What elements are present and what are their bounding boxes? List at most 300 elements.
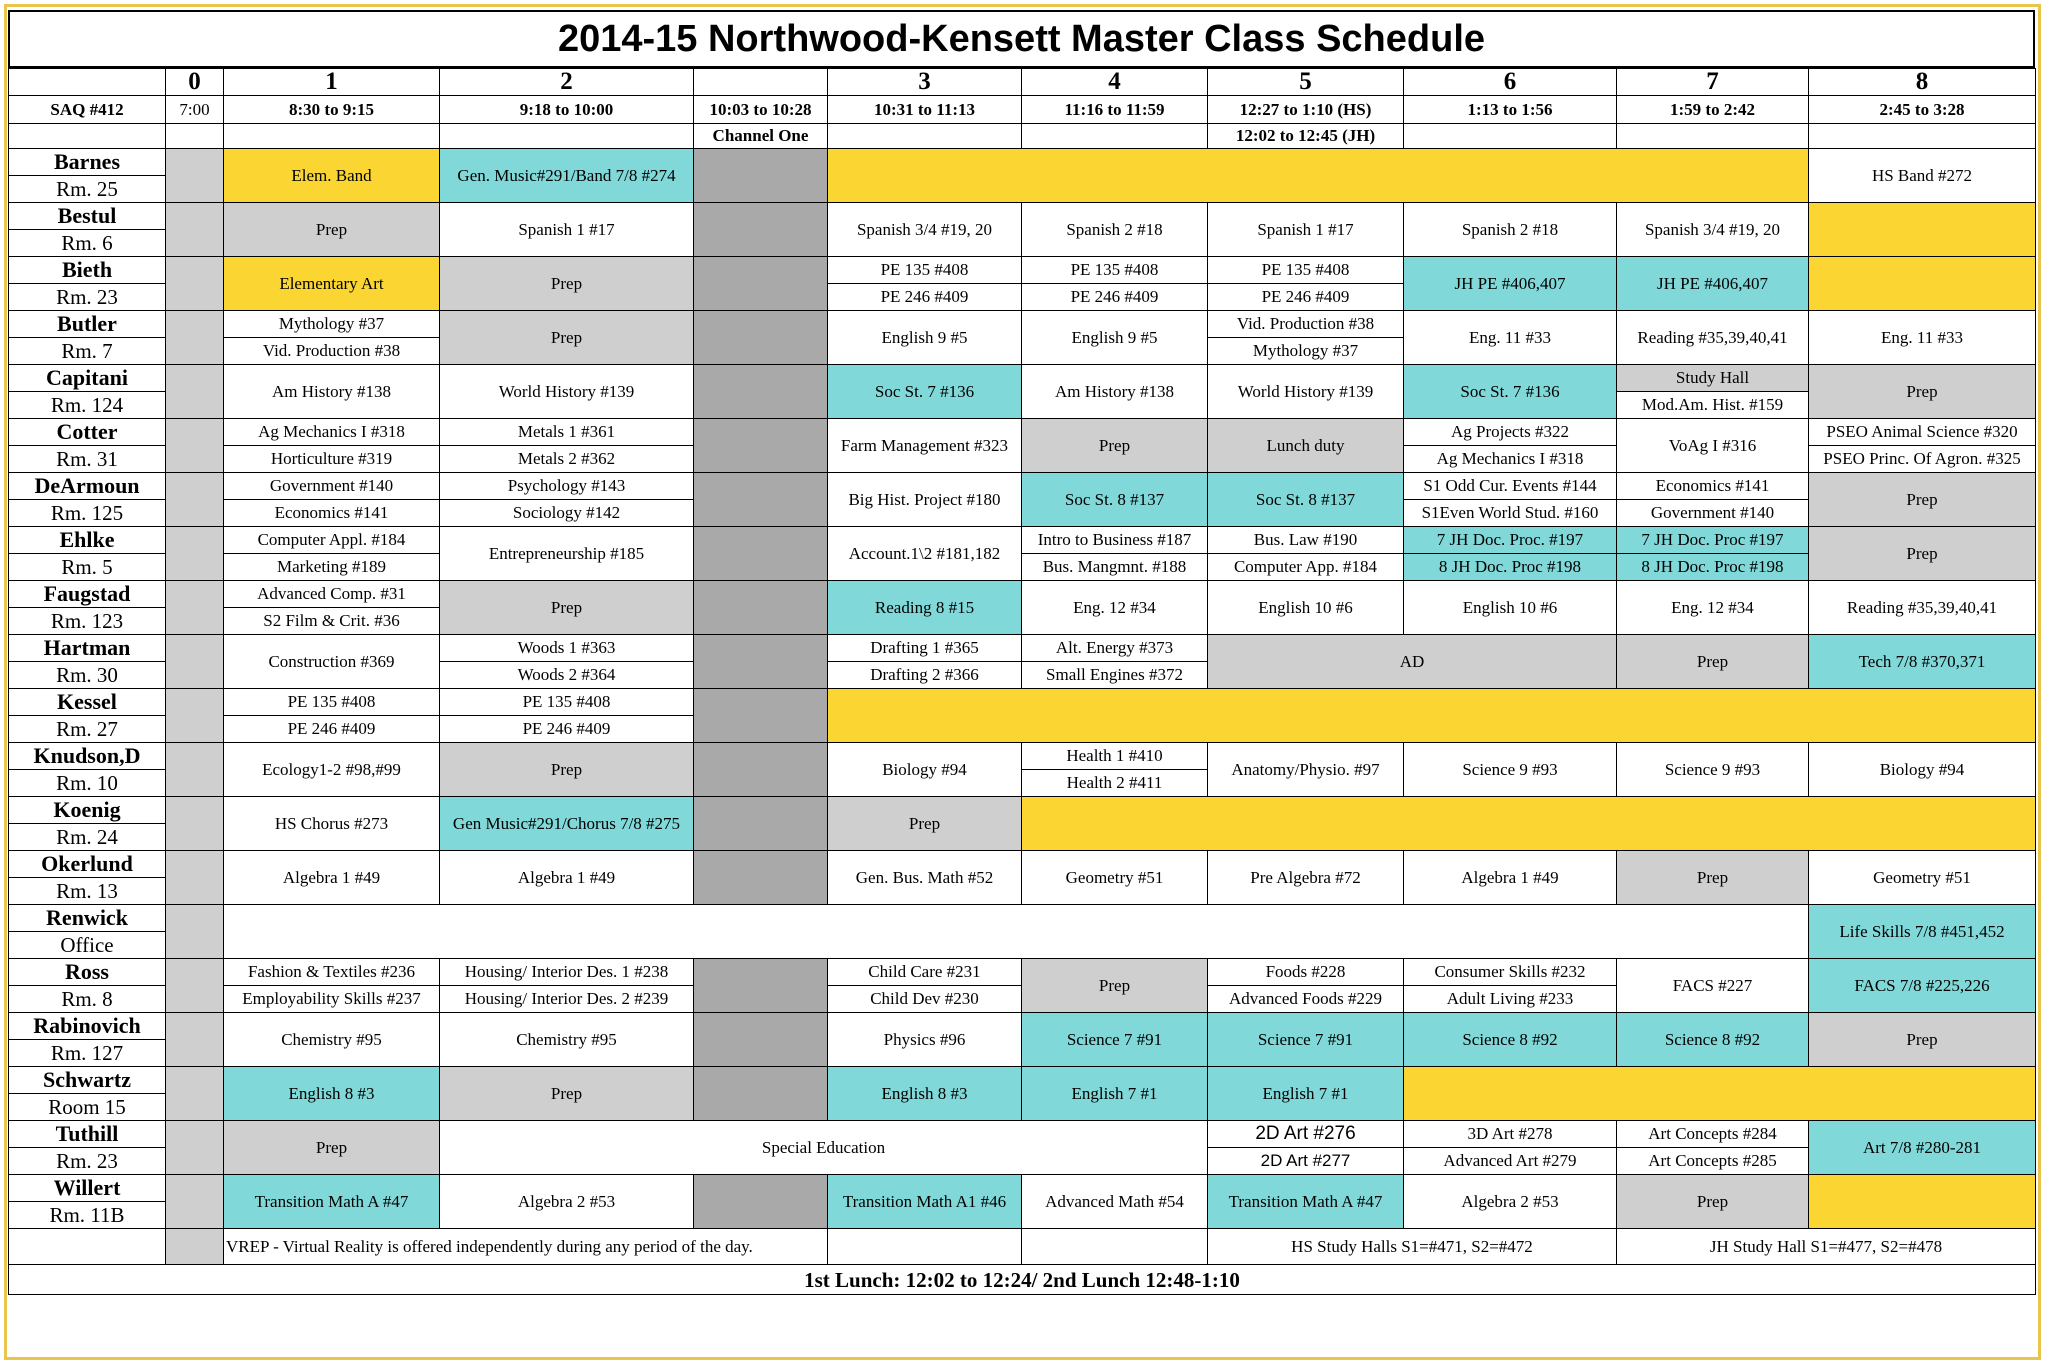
class-cell: 2D Art #277: [1208, 1148, 1404, 1175]
teacher-room: Rm. 23: [9, 284, 166, 311]
class-cell: Woods 1 #363: [440, 635, 694, 662]
class-cell: JH PE #406,407: [1617, 257, 1809, 311]
class-cell: Health 1 #410: [1022, 743, 1208, 770]
class-cell: Chemistry #95: [440, 1013, 694, 1067]
class-cell: English 7 #1: [1208, 1067, 1404, 1121]
teacher-name: Rabinovich: [9, 1013, 166, 1040]
class-cell: Transition Math A1 #46: [828, 1175, 1022, 1229]
teacher-room: Rm. 24: [9, 824, 166, 851]
class-cell: Eng. 11 #33: [1809, 311, 2036, 365]
teacher-room: Rm. 31: [9, 446, 166, 473]
jh-study-hall: JH Study Hall S1=#477, S2=#478: [1617, 1229, 2036, 1265]
period-0-cell: [166, 149, 224, 203]
class-cell: Science 8 #92: [1404, 1013, 1617, 1067]
teacher-room: Rm. 13: [9, 878, 166, 905]
class-cell: Special Education: [440, 1121, 1208, 1175]
class-cell: Chemistry #95: [224, 1013, 440, 1067]
teacher-room: Rm. 7: [9, 338, 166, 365]
class-cell: Prep: [224, 1121, 440, 1175]
class-cell: PE 135 #408: [224, 689, 440, 716]
period-0-cell: [166, 1175, 224, 1229]
class-cell: Art 7/8 #280-281: [1809, 1121, 2036, 1175]
period-0-cell: [166, 1013, 224, 1067]
header-blank: [9, 69, 166, 96]
class-cell: Account.1\2 #181,182: [828, 527, 1022, 581]
class-cell: Housing/ Interior Des. 1 #238: [440, 959, 694, 986]
empty-cell: [1809, 203, 2036, 257]
teacher-name: Cotter: [9, 419, 166, 446]
teacher-row-cotter: [9, 419, 2036, 446]
time-p0: 7:00: [166, 96, 224, 124]
teacher-room: Room 15: [9, 1094, 166, 1121]
class-cell: PSEO Animal Science #320: [1809, 419, 2036, 446]
class-cell: Am History #138: [224, 365, 440, 419]
channel-one-cell: [694, 473, 828, 527]
teacher-room: Rm. 127: [9, 1040, 166, 1067]
class-cell: Gen. Bus. Math #52: [828, 851, 1022, 905]
class-cell: HS Chorus #273: [224, 797, 440, 851]
class-cell: Construction #369: [224, 635, 440, 689]
teacher-room: Office: [9, 932, 166, 959]
class-cell: S2 Film & Crit. #36: [224, 608, 440, 635]
class-cell: Anatomy/Physio. #97: [1208, 743, 1404, 797]
period-0-cell: [166, 743, 224, 797]
class-cell: Study Hall: [1617, 365, 1809, 392]
teacher-name: Faugstad: [9, 581, 166, 608]
teacher-room: Rm. 10: [9, 770, 166, 797]
class-cell: Economics #141: [1617, 473, 1809, 500]
page-title: 2014-15 Northwood-Kensett Master Class Schedule: [8, 10, 2035, 68]
period-0-cell: [166, 905, 224, 959]
class-cell: Prep: [440, 311, 694, 365]
channel-one-cell: [694, 635, 828, 689]
class-cell: Fashion & Textiles #236: [224, 959, 440, 986]
teacher-row-dearmoun: [9, 473, 2036, 500]
teacher-row-rabinovich: [9, 1013, 2036, 1040]
class-cell: Biology #94: [828, 743, 1022, 797]
class-cell: Computer Appl. #184: [224, 527, 440, 554]
class-cell: Life Skills 7/8 #451,452: [1809, 905, 2036, 959]
class-cell: Transition Math A #47: [224, 1175, 440, 1229]
teacher-room: Rm. 25: [9, 176, 166, 203]
channel-one-cell: [694, 1175, 828, 1229]
teacher-name: Ehlke: [9, 527, 166, 554]
class-cell: Bus. Mangmnt. #188: [1022, 554, 1208, 581]
teacher-name: Willert: [9, 1175, 166, 1202]
class-cell: Spanish 1 #17: [440, 203, 694, 257]
class-cell: Economics #141: [224, 500, 440, 527]
class-cell: Sociology #142: [440, 500, 694, 527]
period-0-header: 0: [166, 69, 224, 96]
class-cell: Alt. Energy #373: [1022, 635, 1208, 662]
class-cell: Drafting 2 #366: [828, 662, 1022, 689]
class-cell: Geometry #51: [1022, 851, 1208, 905]
class-cell: PE 135 #408: [828, 257, 1022, 284]
time-p2: 9:18 to 10:00: [440, 96, 694, 124]
class-cell: FACS #227: [1617, 959, 1809, 1013]
class-cell: Soc St. 7 #136: [828, 365, 1022, 419]
class-cell: Prep: [440, 257, 694, 311]
period-0-cell: [166, 203, 224, 257]
class-cell: PE 246 #409: [440, 716, 694, 743]
teacher-row-okerlund: [9, 851, 2036, 878]
time-p7: 1:59 to 2:42: [1617, 96, 1809, 124]
time-p5: 12:27 to 1:10 (HS): [1208, 96, 1404, 124]
class-cell: Entrepreneurship #185: [440, 527, 694, 581]
class-cell: Metals 1 #361: [440, 419, 694, 446]
class-cell: Vid. Production #38: [224, 338, 440, 365]
period-0-cell: [166, 1121, 224, 1175]
class-cell: Soc St. 8 #137: [1208, 473, 1404, 527]
class-cell: Science 8 #92: [1617, 1013, 1809, 1067]
class-cell: Gen Music#291/Chorus 7/8 #275: [440, 797, 694, 851]
saq-label: SAQ #412: [9, 96, 166, 124]
teacher-row-bestul: [9, 203, 2036, 230]
class-cell: Soc St. 7 #136: [1404, 365, 1617, 419]
class-cell: Drafting 1 #365: [828, 635, 1022, 662]
teacher-name: Knudson,D: [9, 743, 166, 770]
class-cell: Biology #94: [1809, 743, 2036, 797]
class-cell: Government #140: [224, 473, 440, 500]
teacher-name: Okerlund: [9, 851, 166, 878]
period-3-header: 3: [828, 69, 1022, 96]
lunch-row: [9, 1265, 2036, 1295]
class-cell: Psychology #143: [440, 473, 694, 500]
teacher-row-schwartz: [9, 1067, 2036, 1094]
teacher-row-hartman: [9, 635, 2036, 662]
class-cell: Spanish 3/4 #19, 20: [828, 203, 1022, 257]
class-cell: Vid. Production #38: [1208, 311, 1404, 338]
class-cell: Algebra 2 #53: [1404, 1175, 1617, 1229]
class-cell: Science 9 #93: [1404, 743, 1617, 797]
class-cell: Government #140: [1617, 500, 1809, 527]
empty-cell: [1809, 257, 2036, 311]
schedule-table: [8, 68, 2036, 1295]
class-cell: Reading 8 #15: [828, 581, 1022, 635]
class-cell: Soc St. 8 #137: [1022, 473, 1208, 527]
teacher-row-renwick: [9, 905, 2036, 932]
class-cell: English 9 #5: [828, 311, 1022, 365]
channel-one-cell: [694, 959, 828, 1013]
class-cell: English 8 #3: [224, 1067, 440, 1121]
teacher-room: Rm. 123: [9, 608, 166, 635]
empty-cell: [1022, 797, 2036, 851]
class-cell: Prep: [440, 581, 694, 635]
class-cell: Prep: [1022, 419, 1208, 473]
class-cell: Ecology1-2 #98,#99: [224, 743, 440, 797]
class-cell: 2D Art #276: [1208, 1121, 1404, 1148]
period-time-row: [9, 96, 2036, 124]
channel-one-cell: [694, 689, 828, 743]
teacher-name: Bieth: [9, 257, 166, 284]
empty-cell: [828, 689, 2036, 743]
teacher-name: Butler: [9, 311, 166, 338]
teacher-name: Koenig: [9, 797, 166, 824]
class-cell: Advanced Foods #229: [1208, 986, 1404, 1013]
class-cell: Transition Math A #47: [1208, 1175, 1404, 1229]
time-channel: 10:03 to 10:28: [694, 96, 828, 124]
class-cell: Child Care #231: [828, 959, 1022, 986]
period-sub-row: [9, 124, 2036, 149]
channel-one-cell: [694, 581, 828, 635]
class-cell: Small Engines #372: [1022, 662, 1208, 689]
class-cell: Prep: [224, 203, 440, 257]
class-cell: English 7 #1: [1022, 1067, 1208, 1121]
time-p4: 11:16 to 11:59: [1022, 96, 1208, 124]
class-cell: Prep: [1617, 1175, 1809, 1229]
empty-cell: [1809, 1175, 2036, 1229]
class-cell: AD: [1208, 635, 1617, 689]
teacher-room: Rm. 5: [9, 554, 166, 581]
period-number-row: [9, 69, 2036, 96]
class-cell: Advanced Math #54: [1022, 1175, 1208, 1229]
class-cell: Child Dev #230: [828, 986, 1022, 1013]
teacher-room: Rm. 23: [9, 1148, 166, 1175]
teacher-name: Bestul: [9, 203, 166, 230]
period-0-cell: [166, 959, 224, 1013]
class-cell: Gen. Music#291/Band 7/8 #274: [440, 149, 694, 203]
class-cell: 8 JH Doc. Proc #198: [1617, 554, 1809, 581]
class-cell: Prep: [1617, 851, 1809, 905]
teacher-row-tuthill: [9, 1121, 2036, 1148]
period-0-cell: [166, 1067, 224, 1121]
teacher-row-faugstad: [9, 581, 2036, 608]
teacher-name: Schwartz: [9, 1067, 166, 1094]
class-cell: Prep: [1809, 1013, 2036, 1067]
period-0-cell: [166, 797, 224, 851]
class-cell: Elem. Band: [224, 149, 440, 203]
teacher-room: Rm. 11B: [9, 1202, 166, 1229]
class-cell: Advanced Art #279: [1404, 1148, 1617, 1175]
class-cell: Intro to Business #187: [1022, 527, 1208, 554]
class-cell: Science 7 #91: [1208, 1013, 1404, 1067]
empty-cell: [828, 149, 1809, 203]
teacher-room: Rm. 125: [9, 500, 166, 527]
teacher-row-capitani: [9, 365, 2036, 392]
period-8-header: 8: [1809, 69, 2036, 96]
class-cell: Spanish 2 #18: [1022, 203, 1208, 257]
class-cell: Bus. Law #190: [1208, 527, 1404, 554]
teacher-room: Rm. 30: [9, 662, 166, 689]
channel-one-cell: [694, 365, 828, 419]
class-cell: Adult Living #233: [1404, 986, 1617, 1013]
class-cell: PE 135 #408: [440, 689, 694, 716]
class-cell: PE 135 #408: [1022, 257, 1208, 284]
class-cell: World History #139: [1208, 365, 1404, 419]
hs-study-halls: HS Study Halls S1=#471, S2=#472: [1208, 1229, 1617, 1265]
class-cell: Prep: [440, 743, 694, 797]
class-cell: S1 Odd Cur. Events #144: [1404, 473, 1617, 500]
teacher-room: Rm. 124: [9, 392, 166, 419]
class-cell: 7 JH Doc. Proc. #197: [1404, 527, 1617, 554]
teacher-name: DeArmoun: [9, 473, 166, 500]
class-cell: Prep: [440, 1067, 694, 1121]
teacher-room: Rm. 27: [9, 716, 166, 743]
period-0-cell: [166, 851, 224, 905]
period-0-cell: [166, 527, 224, 581]
class-cell: Reading #35,39,40,41: [1809, 581, 2036, 635]
class-cell: Eng. 11 #33: [1404, 311, 1617, 365]
teacher-row-butler: [9, 311, 2036, 338]
class-cell: Big Hist. Project #180: [828, 473, 1022, 527]
period-0-cell: [166, 473, 224, 527]
class-cell: Ag Mechanics I #318: [1404, 446, 1617, 473]
teacher-row-koenig: [9, 797, 2036, 824]
class-cell: Health 2 #411: [1022, 770, 1208, 797]
class-cell: 7 JH Doc. Proc #197: [1617, 527, 1809, 554]
class-cell: Eng. 12 #34: [1022, 581, 1208, 635]
time-p8: 2:45 to 3:28: [1809, 96, 2036, 124]
class-cell: Ag Mechanics I #318: [224, 419, 440, 446]
teacher-row-knudson: [9, 743, 2036, 770]
channel-one-cell: [694, 257, 828, 311]
teacher-row-kessel: [9, 689, 2036, 716]
class-cell: HS Band #272: [1809, 149, 2036, 203]
class-cell: Spanish 3/4 #19, 20: [1617, 203, 1809, 257]
class-cell: Pre Algebra #72: [1208, 851, 1404, 905]
class-cell: Algebra 2 #53: [440, 1175, 694, 1229]
class-cell: S1Even World Stud. #160: [1404, 500, 1617, 527]
class-cell: Housing/ Interior Des. 2 #239: [440, 986, 694, 1013]
lunch-times: 1st Lunch: 12:02 to 12:24/ 2nd Lunch 12:48-1:10: [9, 1265, 2036, 1295]
period-4-header: 4: [1022, 69, 1208, 96]
period-1-header: 1: [224, 69, 440, 96]
class-cell: PSEO Princ. Of Agron. #325: [1809, 446, 2036, 473]
class-cell: VoAg I #316: [1617, 419, 1809, 473]
class-cell: English 9 #5: [1022, 311, 1208, 365]
period-0-cell: [166, 635, 224, 689]
class-cell: Eng. 12 #34: [1617, 581, 1809, 635]
class-cell: Foods #228: [1208, 959, 1404, 986]
teacher-row-barnes: [9, 149, 2036, 176]
period-7-header: 7: [1617, 69, 1809, 96]
vrep-note: VREP - Virtual Reality is offered independently during any period of the day.: [224, 1229, 828, 1265]
class-cell: PE 135 #408: [1208, 257, 1404, 284]
class-cell: Geometry #51: [1809, 851, 2036, 905]
class-cell: Spanish 1 #17: [1208, 203, 1404, 257]
period-5-header: 5: [1208, 69, 1404, 96]
teacher-row-willert: [9, 1175, 2036, 1202]
class-cell: Woods 2 #364: [440, 662, 694, 689]
period-2-header: 2: [440, 69, 694, 96]
period-0-cell: [166, 365, 224, 419]
class-cell: Prep: [1809, 527, 2036, 581]
class-cell: Prep: [1022, 959, 1208, 1013]
class-cell: Mythology #37: [1208, 338, 1404, 365]
teacher-name: Tuthill: [9, 1121, 166, 1148]
class-cell: 3D Art #278: [1404, 1121, 1617, 1148]
class-cell: PE 246 #409: [1022, 284, 1208, 311]
teacher-room: Rm. 8: [9, 986, 166, 1013]
empty-cell: [224, 905, 1809, 959]
class-cell: Am History #138: [1022, 365, 1208, 419]
period-0-cell: [166, 311, 224, 365]
teacher-name: Hartman: [9, 635, 166, 662]
teacher-name: Ross: [9, 959, 166, 986]
class-cell: Spanish 2 #18: [1404, 203, 1617, 257]
class-cell: Algebra 1 #49: [1404, 851, 1617, 905]
channel-one-cell: [694, 797, 828, 851]
jh-lunch-time: 12:02 to 12:45 (JH): [1208, 124, 1404, 149]
class-cell: PE 246 #409: [1208, 284, 1404, 311]
class-cell: Computer App. #184: [1208, 554, 1404, 581]
class-cell: Advanced Comp. #31: [224, 581, 440, 608]
class-cell: Metals 2 #362: [440, 446, 694, 473]
class-cell: Ag Projects #322: [1404, 419, 1617, 446]
class-cell: Art Concepts #284: [1617, 1121, 1809, 1148]
channel-one-cell: [694, 203, 828, 257]
channel-one-label: Channel One: [694, 124, 828, 149]
class-cell: Science 7 #91: [1022, 1013, 1208, 1067]
channel-one-cell: [694, 1067, 828, 1121]
channel-header: [694, 69, 828, 96]
class-cell: JH PE #406,407: [1404, 257, 1617, 311]
channel-one-cell: [694, 149, 828, 203]
class-cell: Science 9 #93: [1617, 743, 1809, 797]
class-cell: Prep: [828, 797, 1022, 851]
class-cell: Marketing #189: [224, 554, 440, 581]
channel-one-cell: [694, 527, 828, 581]
period-6-header: 6: [1404, 69, 1617, 96]
time-p1: 8:30 to 9:15: [224, 96, 440, 124]
time-p3: 10:31 to 11:13: [828, 96, 1022, 124]
class-cell: PE 246 #409: [828, 284, 1022, 311]
teacher-row-ross: [9, 959, 2036, 986]
class-cell: Employability Skills #237: [224, 986, 440, 1013]
study-hall-row: [9, 1229, 2036, 1265]
teacher-name: Kessel: [9, 689, 166, 716]
class-cell: Algebra 1 #49: [224, 851, 440, 905]
class-cell: English 8 #3: [828, 1067, 1022, 1121]
period-0-cell: [166, 689, 224, 743]
teacher-row-bieth: [9, 257, 2036, 284]
class-cell: Mythology #37: [224, 311, 440, 338]
class-cell: 8 JH Doc. Proc #198: [1404, 554, 1617, 581]
period-0-cell: [166, 419, 224, 473]
channel-one-cell: [694, 419, 828, 473]
class-cell: English 10 #6: [1208, 581, 1404, 635]
teacher-row-ehlke: [9, 527, 2036, 554]
class-cell: Prep: [1809, 473, 2036, 527]
channel-one-cell: [694, 1013, 828, 1067]
teacher-name: Barnes: [9, 149, 166, 176]
class-cell: Farm Management #323: [828, 419, 1022, 473]
class-cell: FACS 7/8 #225,226: [1809, 959, 2036, 1013]
channel-one-cell: [694, 851, 828, 905]
empty-cell: [1404, 1067, 2036, 1121]
class-cell: World History #139: [440, 365, 694, 419]
channel-one-cell: [694, 311, 828, 365]
time-p6: 1:13 to 1:56: [1404, 96, 1617, 124]
class-cell: Tech 7/8 #370,371: [1809, 635, 2036, 689]
channel-one-cell: [694, 743, 828, 797]
class-cell: Horticulture #319: [224, 446, 440, 473]
teacher-name: Renwick: [9, 905, 166, 932]
class-cell: English 10 #6: [1404, 581, 1617, 635]
class-cell: PE 246 #409: [224, 716, 440, 743]
class-cell: Lunch duty: [1208, 419, 1404, 473]
teacher-room: Rm. 6: [9, 230, 166, 257]
class-cell: Mod.Am. Hist. #159: [1617, 392, 1809, 419]
period-0-cell: [166, 257, 224, 311]
class-cell: Physics #96: [828, 1013, 1022, 1067]
class-cell: Reading #35,39,40,41: [1617, 311, 1809, 365]
teacher-name: Capitani: [9, 365, 166, 392]
class-cell: Elementary Art: [224, 257, 440, 311]
class-cell: Art Concepts #285: [1617, 1148, 1809, 1175]
class-cell: Algebra 1 #49: [440, 851, 694, 905]
class-cell: Prep: [1617, 635, 1809, 689]
